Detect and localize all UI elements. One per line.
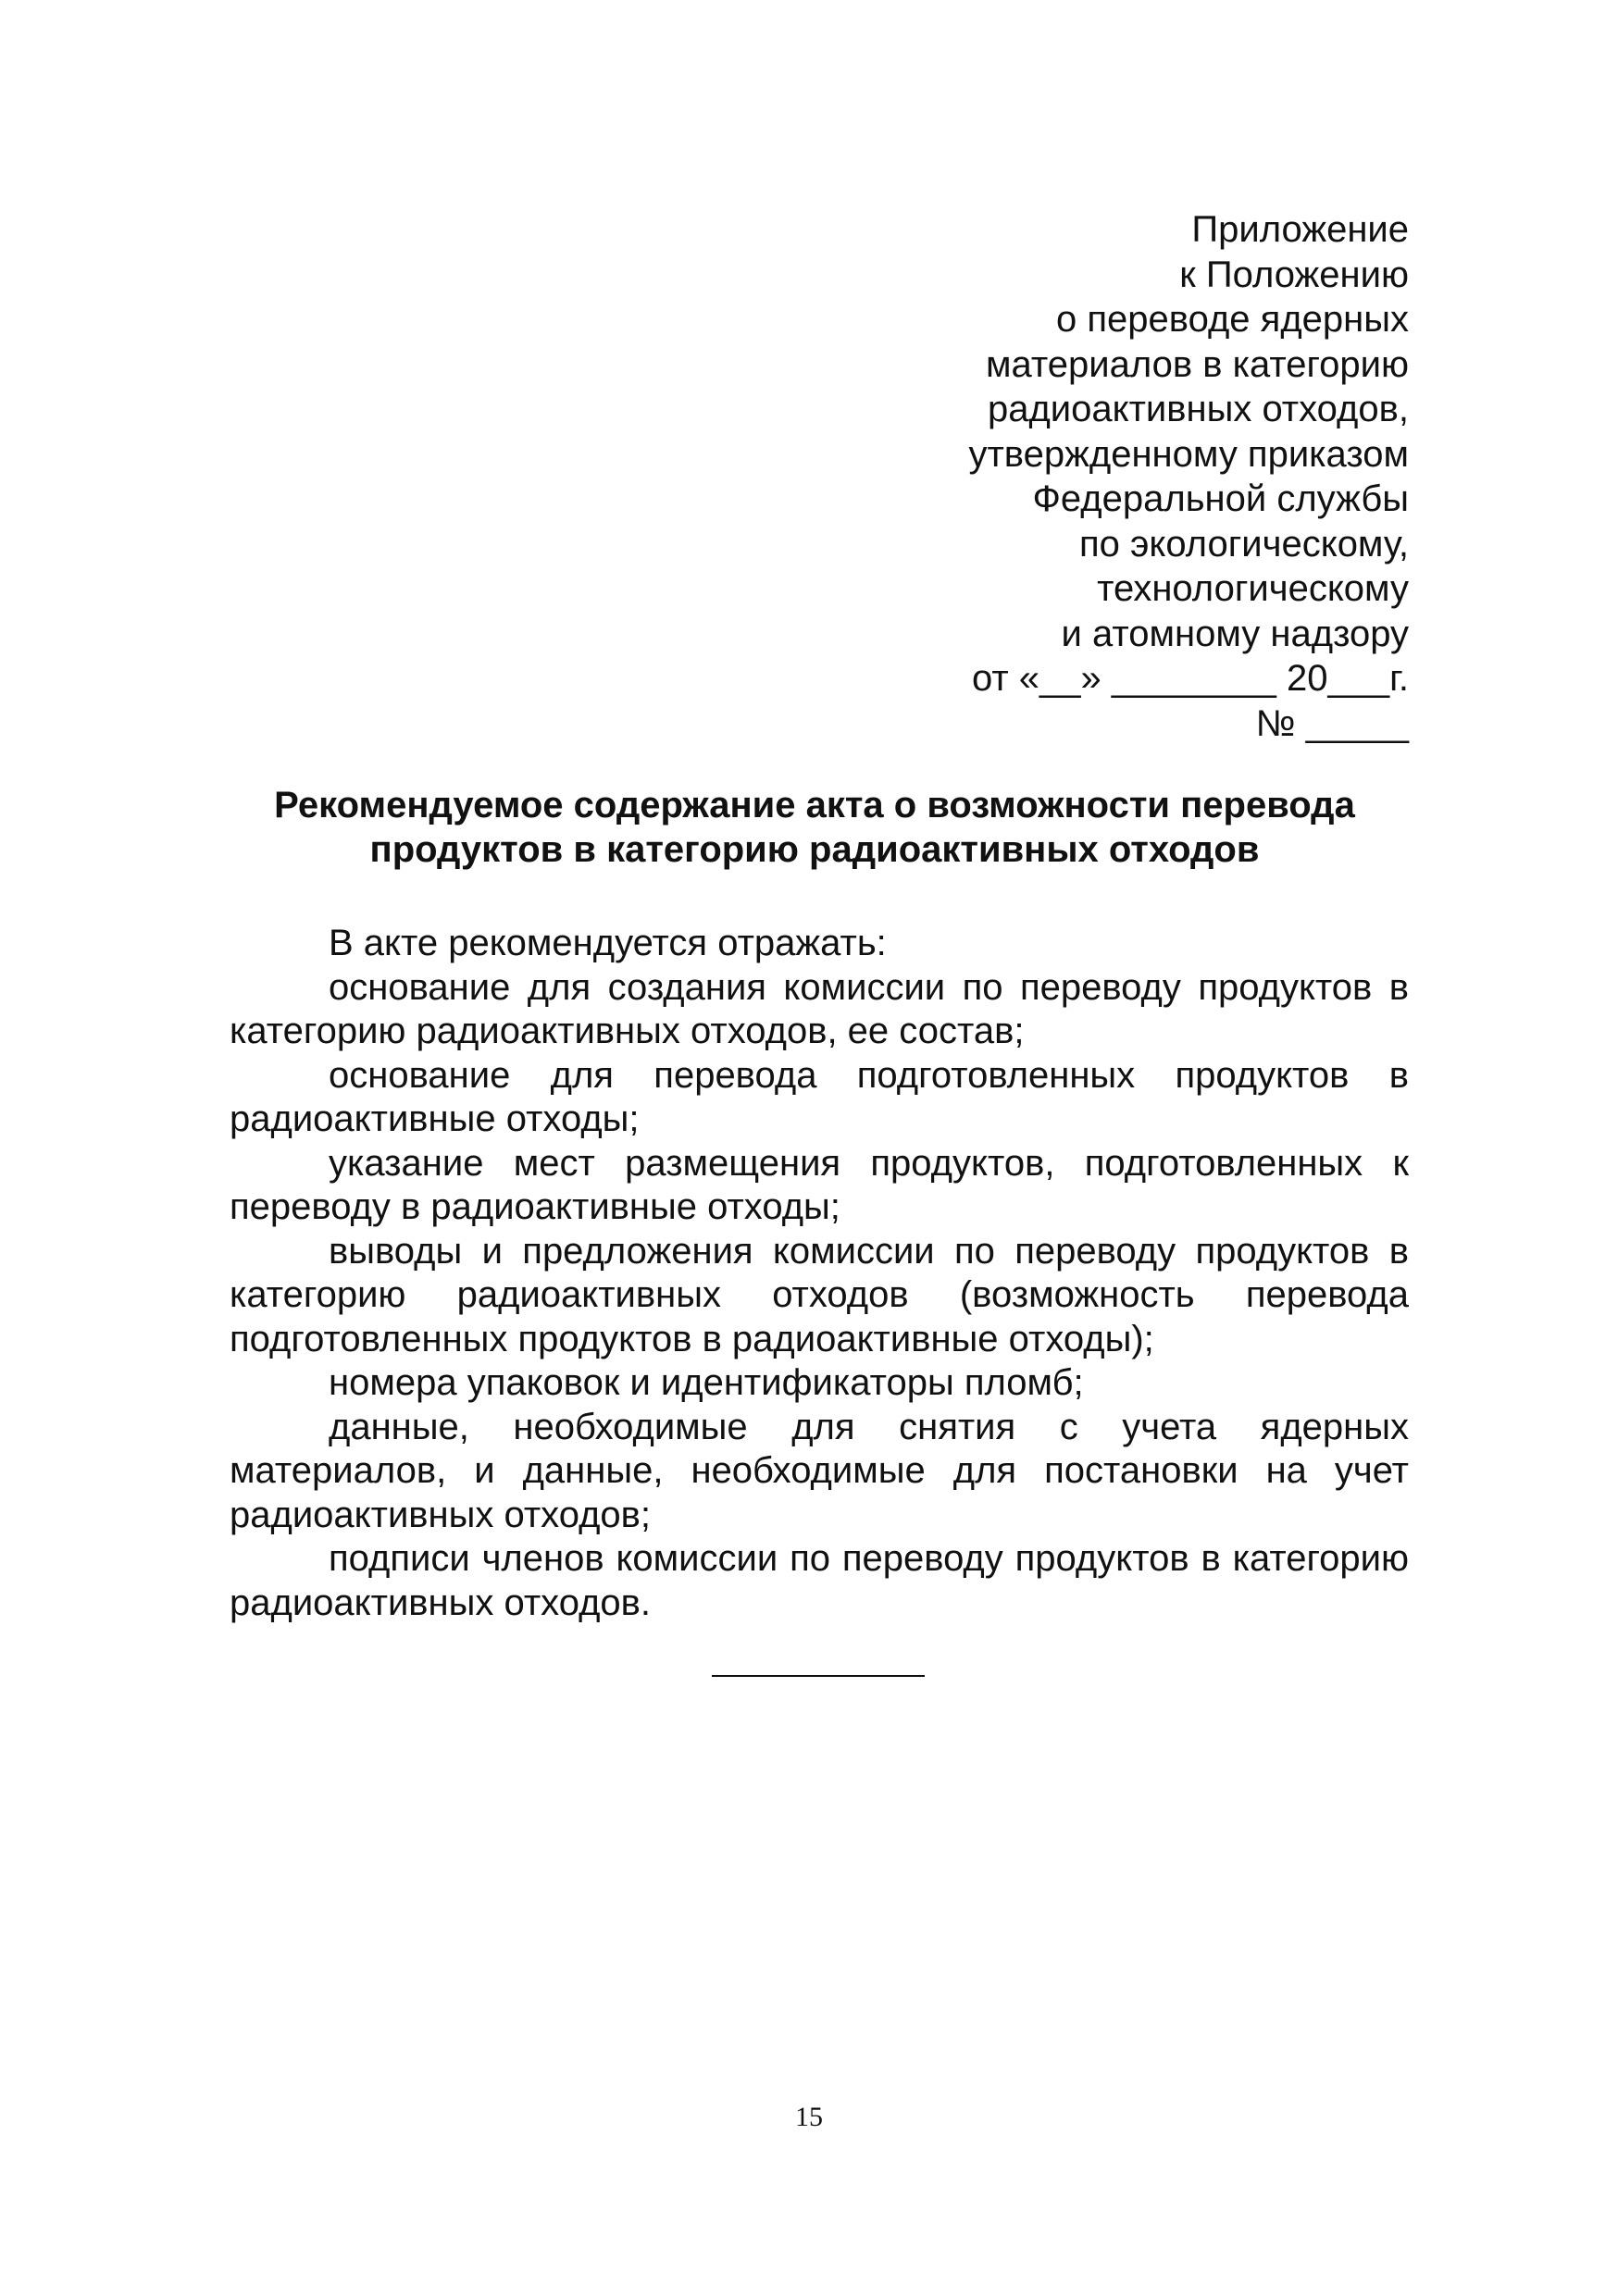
document-title [231, 783, 1398, 872]
appendix-line: и атомному надзору [1061, 613, 1409, 654]
body-paragraph-intro: В акте рекомендуется отражать: [329, 923, 887, 963]
appendix-line: радиоактивных отходов, [987, 389, 1409, 429]
appendix-line: Федеральной службы [1032, 478, 1409, 519]
appendix-line: по экологическому, [1078, 523, 1409, 565]
appendix-line: Приложение [1191, 209, 1409, 250]
body-paragraph: основание для создания комиссии по переводу продуктов в категорию радиоактивных отходов, ее состав; [230, 966, 1409, 1051]
appendix-line: к Положению [1179, 254, 1409, 295]
document-title-line-1: Рекомендуемое содержание акта о возможности перевода [274, 785, 1355, 825]
appendix-line: утвержденному приказом [968, 433, 1409, 475]
closing-divider [712, 1675, 925, 1677]
body-paragraph: данные, необходимые для снятия с учета ядерных материалов, и данные, необходимые для постановки на учет радиоактивных отходов; [230, 1406, 1409, 1535]
page-number: 15 [795, 2102, 823, 2132]
appendix-header [890, 207, 1409, 746]
body-paragraph: указание мест размещения продуктов, подготовленных к переводу в радиоактивные отходы; [230, 1142, 1409, 1227]
appendix-line: технологическому [1097, 568, 1409, 609]
body-paragraph: выводы и предложения комиссии по переводу продуктов в категорию радиоактивных отходов (возможность перевода подготовленных продуктов в радиоактивные отходы); [230, 1230, 1409, 1359]
body-paragraph: подписи членов комиссии по переводу продуктов в категорию радиоактивных отходов. [230, 1538, 1409, 1623]
document-title-line-2: продуктов в категорию радиоактивных отходов [369, 829, 1260, 870]
appendix-line: материалов в категорию [986, 343, 1409, 385]
body-paragraph: номера упаковок и идентификаторы пломб; [329, 1362, 1084, 1403]
appendix-line: о переводе ядерных [1056, 299, 1409, 340]
document-body [230, 922, 1409, 1625]
appendix-number-line: № _____ [1255, 702, 1409, 744]
body-paragraph: основание для перевода подготовленных продуктов в радиоактивные отходы; [230, 1054, 1409, 1139]
appendix-date-line: от «__» ________ 20___г. [971, 658, 1409, 699]
